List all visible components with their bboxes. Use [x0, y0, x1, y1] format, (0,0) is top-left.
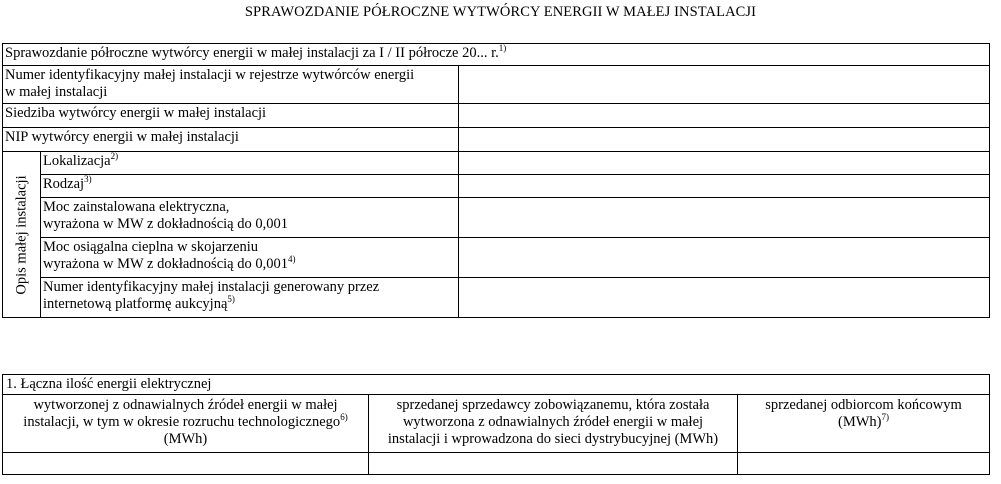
auction-id-line2: internetową platformę aukcyjną	[43, 296, 228, 312]
energy-table	[2, 374, 990, 475]
form-title: SPRAWOZDANIE PÓŁROCZNE WYTWÓRCY ENERGII W MAŁEJ INSTALACJI	[244, 4, 757, 20]
heat-power-line1: Moc osiągalna cieplna w skojarzeniu	[43, 239, 259, 255]
id-number-label	[3, 66, 459, 104]
col-seller-line1: sprzedanej sprzedawcy zobowiązanemu, która została	[396, 397, 710, 413]
col-produced-line1: wytworzonej z odnawialnych źródeł energii w małej	[33, 397, 338, 413]
footnote-7: 7)	[881, 412, 889, 422]
produced-value-field[interactable]	[3, 453, 369, 475]
heat-power-label	[41, 238, 459, 278]
col-consumers-line1: sprzedanej odbiorcom końcowym	[765, 397, 962, 413]
col-produced-line2: instalacji, w tym w okresie rozruchu technologicznego	[23, 414, 341, 430]
heat-power-line2: wyrażona w MW z dokładnością do 0,001	[43, 256, 288, 272]
seat-field[interactable]	[459, 104, 990, 128]
installation-description-label: Opis małej instalacji	[13, 174, 29, 295]
footnote-4: 4)	[287, 254, 296, 264]
energy-col-sold-to-seller	[369, 395, 738, 453]
installed-power-field[interactable]	[459, 198, 990, 238]
type-text: Rodzaj	[43, 176, 85, 192]
id-number-line2: w małej instalacji	[5, 84, 108, 100]
seat-label: Siedziba wytwórcy energii w małej instalacji	[3, 104, 459, 128]
col-consumers-line2: (MWh)	[838, 414, 882, 430]
location-text: Lokalizacja	[43, 153, 111, 169]
col-seller-line3: instalacji i wprowadzona do sieci dystrybucyjnej (MWh)	[387, 431, 719, 447]
heat-power-field[interactable]	[459, 238, 990, 278]
footnote-1: 1)	[498, 43, 507, 53]
sold-to-consumers-value-field[interactable]	[738, 453, 990, 475]
energy-header: 1. Łączna ilość energii elektrycznej	[3, 375, 990, 395]
type-field[interactable]	[459, 175, 990, 198]
auction-id-label	[41, 278, 459, 318]
installed-power-line1: Moc zainstalowana elektryczna,	[43, 199, 230, 215]
col-produced-line3: (MWh)	[163, 431, 208, 447]
energy-col-sold-to-consumers	[738, 395, 990, 453]
location-field[interactable]	[459, 152, 990, 175]
installation-description-cell	[3, 152, 41, 318]
installed-power-line2: wyrażona w MW z dokładnością do 0,001	[43, 216, 288, 232]
nip-field[interactable]	[459, 128, 990, 152]
type-label	[41, 175, 459, 198]
id-number-line1: Numer identyfikacyjny małej instalacji w rejestrze wytwórców energii	[5, 67, 415, 83]
id-number-field[interactable]	[459, 66, 990, 104]
footnote-3: 3)	[84, 174, 92, 184]
nip-label: NIP wytwórcy energii w małej instalacji	[3, 128, 459, 152]
col-seller-line2: wytworzona z odnawialnych źródeł energii w małej	[402, 414, 704, 430]
location-label	[41, 152, 459, 175]
report-header-cell	[3, 44, 990, 66]
auction-id-line1: Numer identyfikacyjny małej instalacji generowany przez	[43, 279, 380, 295]
sold-to-seller-value-field[interactable]	[369, 453, 738, 475]
footnote-6: 6)	[340, 412, 348, 422]
installed-power-label	[41, 198, 459, 238]
auction-id-field[interactable]	[459, 278, 990, 318]
energy-col-produced	[3, 395, 369, 453]
footnote-5: 5)	[227, 294, 235, 304]
report-table	[2, 43, 990, 318]
footnote-2: 2)	[110, 151, 119, 161]
report-header-text: Sprawozdanie półroczne wytwórcy energii w małej instalacji za I / II półrocze 20... r.	[5, 45, 499, 61]
